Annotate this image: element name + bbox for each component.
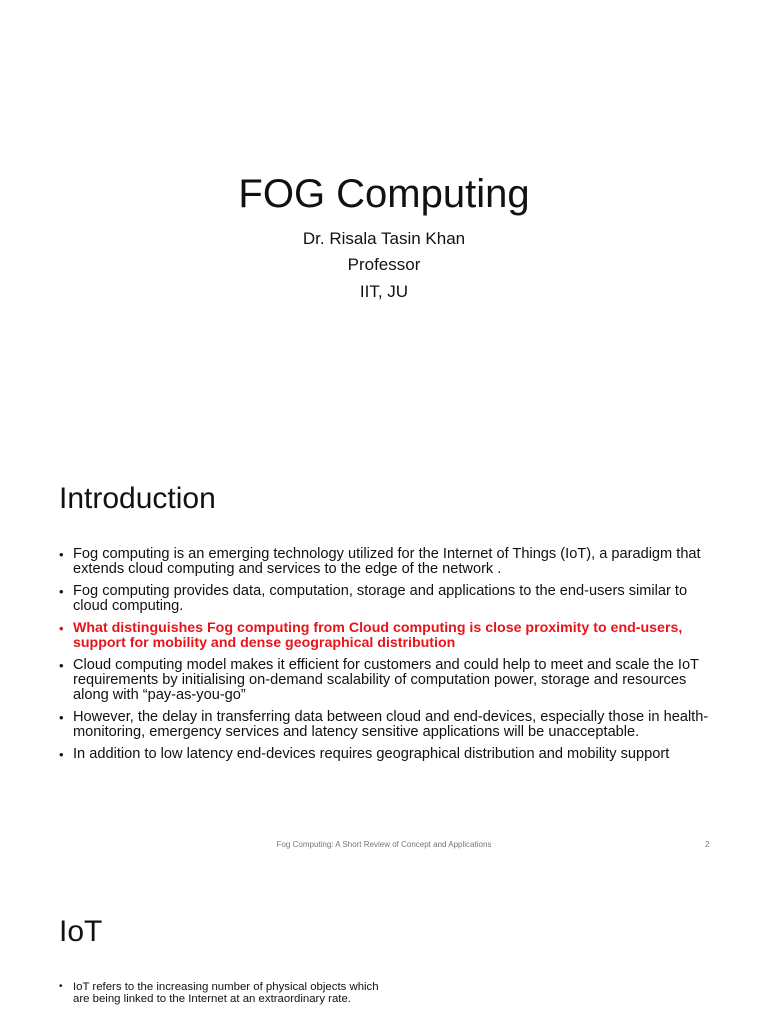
title-slide xyxy=(0,0,768,450)
bullet-text: Fog computing provides data, computation, storage and applications to the end-users similar to cloud computing. xyxy=(73,583,688,614)
iot-slide xyxy=(0,905,768,1024)
bullet-dot-icon: • xyxy=(59,710,64,725)
bullet-item xyxy=(59,981,389,1005)
iot-bullet-list xyxy=(59,981,389,1012)
bullet-dot-icon: • xyxy=(59,547,64,562)
author-position: Professor xyxy=(347,255,421,274)
bullet-dot-icon: • xyxy=(59,981,63,992)
bullet-dot-icon: • xyxy=(59,658,64,673)
introduction-heading: Introduction xyxy=(59,482,216,515)
bullet-text: In addition to low latency end-devices requires geographical distribution and mobility support xyxy=(73,746,670,762)
bullet-item xyxy=(59,584,719,614)
bullet-dot-icon: • xyxy=(59,621,64,636)
introduction-bullet-list xyxy=(59,547,719,769)
bullet-item xyxy=(59,710,719,740)
bullet-item xyxy=(59,747,719,762)
slide-footer: Fog Computing: A Short Review of Concept and Applications xyxy=(276,840,492,849)
bullet-dot-icon: • xyxy=(59,747,64,762)
author-affiliation: IIT, JU xyxy=(359,282,409,301)
bullet-text: Cloud computing model makes it efficient for customers and could help to meet and scale the IoT requirements by initialising on-demand scalability of computation power, storage and resources along with “pay-as-you-go” xyxy=(73,657,699,703)
bullet-text: What distinguishes Fog computing from Cloud computing is close proximity to end-users, support for mobility and dense geographical distribution xyxy=(73,620,683,651)
slide-page-number: 2 xyxy=(705,840,710,849)
bullet-text: However, the delay in transferring data between cloud and end-devices, especially those in health-monitoring, emergency services and latency sensitive applications will be unacceptable. xyxy=(73,709,709,740)
bullet-text: Fog computing is an emerging technology utilized for the Internet of Things (IoT), a paradigm that extends cloud computing and services to the edge of the network . xyxy=(73,546,701,577)
bullet-item xyxy=(59,547,719,577)
highlighted-bullet-item xyxy=(59,621,719,651)
author-name: Dr. Risala Tasin Khan xyxy=(302,229,466,248)
bullet-dot-icon: • xyxy=(59,584,64,599)
bullet-text: IoT refers to the increasing number of physical objects which are being linked to the Internet at an extraordinary rate. xyxy=(73,981,379,1005)
bullet-item xyxy=(59,658,719,703)
iot-heading: IoT xyxy=(59,915,103,948)
presentation-title: FOG Computing xyxy=(238,172,530,216)
introduction-slide xyxy=(0,470,768,870)
